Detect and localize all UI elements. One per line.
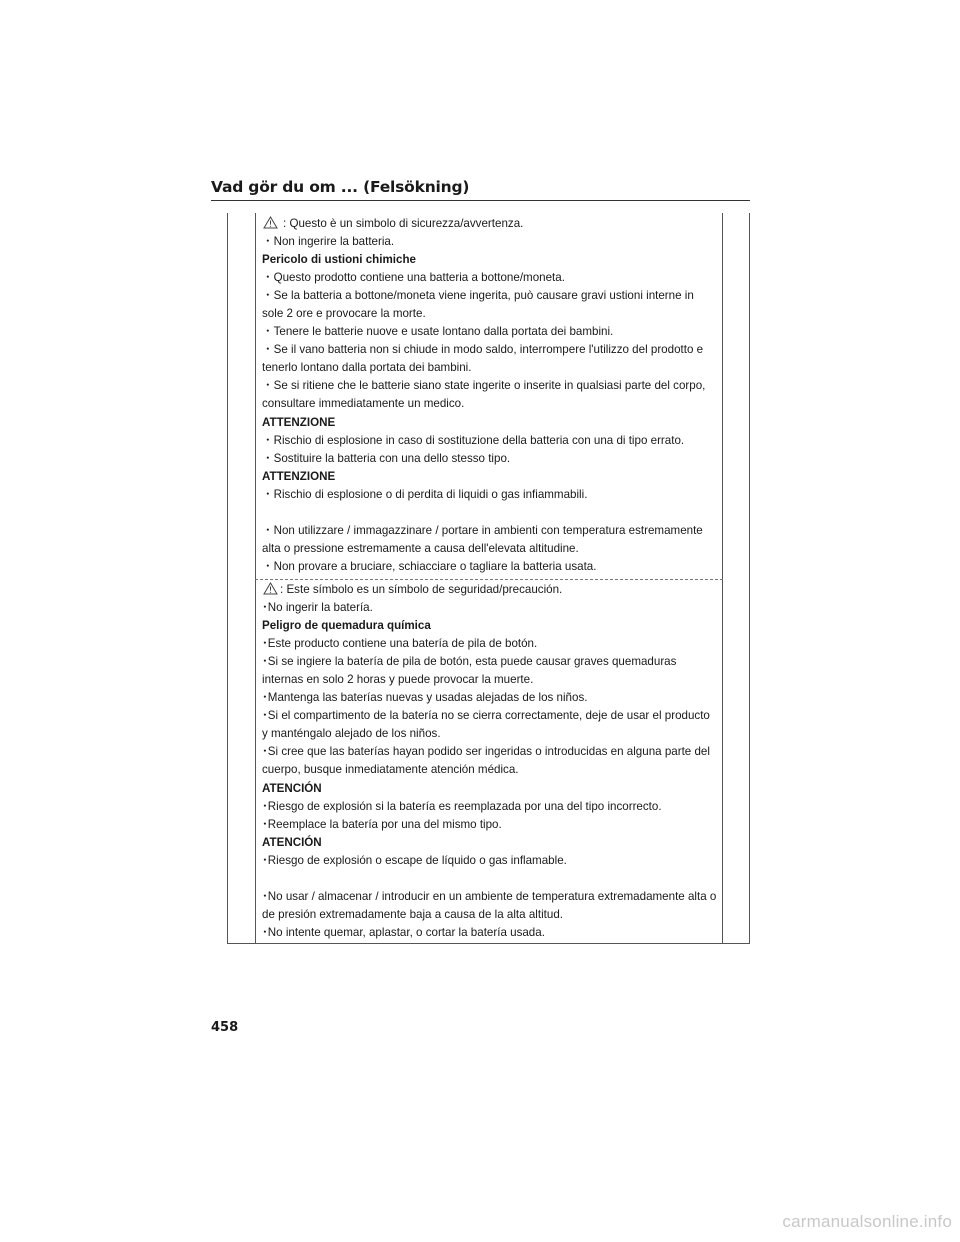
text-line: ･Mantenga las baterías nuevas y usadas alejadas de los niños. [262, 691, 588, 705]
spacer [262, 870, 717, 888]
text-line: ・Non ingerire la batteria. [262, 235, 395, 249]
text-line: ･No intente quemar, aplastar, o cortar la batería usada. [262, 925, 545, 939]
spacer [262, 504, 717, 522]
italian-section [262, 215, 717, 576]
warning-symbol-text: : Este símbolo es un símbolo de seguridad/precaución. [280, 583, 563, 596]
text-line: ・Tenere le batterie nuove e usate lontano dalla portata dei bambini. [262, 325, 614, 339]
text-line: ・Se il vano batteria non si chiude in modo saldo, interrompere l'utilizzo del prodotto e tenerlo lontano dalla portata dei bambini. [262, 343, 704, 375]
section-heading: ATTENZIONE [262, 415, 336, 429]
warning-triangle-icon [263, 216, 278, 229]
warning-symbol-text: : Questo è un simbolo di sicurezza/avvertenza. [283, 217, 524, 230]
section-divider [255, 579, 723, 580]
text-line: ･Si el compartimento de la batería no se cierra correctamente, deje de usar el producto y manténgalo alejado de los niños. [262, 709, 710, 741]
section-heading: ATTENZIONE [262, 469, 336, 483]
text-line: ・Questo prodotto contiene una batteria a bottone/moneta. [262, 271, 565, 285]
text-line: ･No ingerir la batería. [262, 601, 373, 615]
page-header-title: Vad gör du om ... (Felsökning) [211, 178, 470, 196]
warning-line [262, 581, 717, 599]
watermark: carmanualsonline.info [782, 1212, 952, 1231]
section-heading: Pericolo di ustioni chimiche [262, 253, 416, 267]
text-line: ･Si cree que las baterías hayan podido ser ingeridas o introducidas en alguna parte del cuerpo, busque inmediatamente atención médica. [262, 745, 710, 777]
text-line: ･Riesgo de explosión o escape de líquido o gas inflamable. [262, 853, 567, 867]
warning-line [262, 215, 717, 233]
page-number: 458 [211, 1020, 239, 1035]
section-heading: ATENCIÓN [262, 835, 322, 849]
text-line: ･No usar / almacenar / introducir en un ambiente de temperatura extremadamente alta o de presión extremadamente baja a causa de la alta altitud. [262, 889, 717, 921]
text-line: ･Si se ingiere la batería de pila de botón, esta puede causar graves quemaduras internas en solo 2 horas y puede provocar la muerte. [262, 655, 677, 687]
section-heading: ATENCIÓN [262, 781, 322, 795]
section-heading: Peligro de quemadura química [262, 619, 431, 633]
text-line: ･Reemplace la batería por una del mismo tipo. [262, 817, 502, 831]
text-line: ・Rischio di esplosione in caso di sostituzione della batteria con una di tipo errato. [262, 433, 685, 447]
warning-triangle-icon [263, 582, 278, 595]
text-line: ・Rischio di esplosione o di perdita di liquidi o gas infiammabili. [262, 487, 588, 501]
text-line: ・Non provare a bruciare, schiacciare o tagliare la batteria usata. [262, 559, 597, 573]
spanish-section [262, 581, 717, 942]
text-line: ･Riesgo de explosión si la batería es reemplazada por una del tipo incorrecto. [262, 799, 662, 813]
text-line: ・Se la batteria a bottone/moneta viene ingerita, può causare gravi ustioni interne in sole 2 ore e provocare la morte. [262, 289, 694, 321]
text-line: ・Se si ritiene che le batterie siano state ingerite o inserite in qualsiasi parte del corpo, consultare immediatamente un medico. [262, 379, 706, 411]
text-line: ・Non utilizzare / immagazzinare / portare in ambienti con temperatura estremamente alta o pressione estremamente a causa dell'elevata altitudine. [262, 523, 703, 555]
header-rule [211, 200, 750, 201]
text-line: ･Este producto contiene una batería de pila de botón. [262, 637, 538, 651]
text-line: ・Sostituire la batteria con una dello stesso tipo. [262, 451, 511, 465]
